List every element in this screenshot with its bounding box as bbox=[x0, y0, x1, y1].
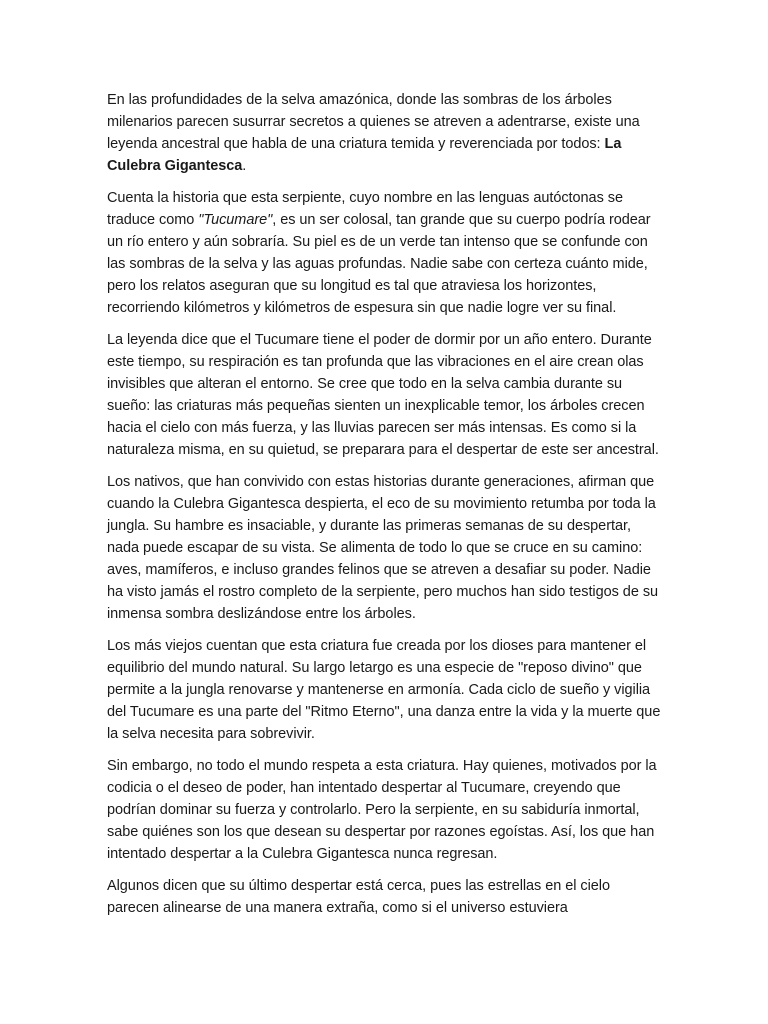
paragraph-2 bbox=[107, 187, 663, 319]
bold-title: La Culebra Gigantesca bbox=[107, 136, 622, 174]
paragraph-1 bbox=[107, 89, 663, 177]
paragraph-7: Algunos dicen que su último despertar está cerca, pues las estrellas en el cielo parecen alinearse de una manera extraña, como si el universo estuviera bbox=[107, 878, 610, 916]
paragraph-text: , es un ser colosal, tan grande que su cuerpo podría rodear un río entero y aún sobraría. Su piel es de un verde tan intenso que se confunde con las sombras de la selva y las aguas profundas. Nadie sabe con certeza cuánto mide, pero los relatos aseguran que su longitud es tal que atraviesa los horizontes, recorriendo kilómetros y kilómetros de espesura sin que nadie logre ver su final. bbox=[107, 212, 651, 316]
paragraph-4: Los nativos, que han convivido con estas historias durante generaciones, afirman que cuando la Culebra Gigantesca despierta, el eco de su movimiento retumba por toda la jungla. Su hambre es insaciable, y durante las primeras semanas de su despertar, nada puede escapar de su vista. Se alimenta de todo lo que se cruce en su camino: aves, mamíferos, e incluso grandes felinos que se atreven a desafiar su poder. Nadie ha visto jamás el rostro completo de la serpiente, pero muchos han sido testigos de su inmensa sombra deslizándose entre los árboles. bbox=[107, 474, 659, 622]
paragraph-6: Sin embargo, no todo el mundo respeta a esta criatura. Hay quienes, motivados por la codicia o el deseo de poder, han intentado despertar al Tucumare, creyendo que podrían dominar su fuerza y controlarlo. Pero la serpiente, en su sabiduría inmortal, sabe quiénes son los que desean su despertar por razones egoístas. Así, los que han intentado despertar a la Culebra Gigantesca nunca regresan. bbox=[107, 758, 657, 862]
paragraph-text: . bbox=[242, 158, 247, 174]
document-body bbox=[107, 89, 663, 929]
paragraph-3: La leyenda dice que el Tucumare tiene el poder de dormir por un año entero. Durante este tiempo, su respiración es tan profunda que las vibraciones en el aire crean olas invisibles que alteran el entorno. Se cree que todo en la selva cambia durante su sueño: las criaturas más pequeñas sienten un inexplicable temor, los árboles crecen hacia el cielo con más fuerza, y las lluvias parecen ser más intensas. Es como si la naturaleza misma, en su quietud, se preparara para el despertar de este ser ancestral. bbox=[107, 332, 659, 458]
paragraph-text: Cuenta la historia que esta serpiente, cuyo nombre en las lenguas autóctonas se traduce como bbox=[107, 190, 623, 228]
paragraph-text: En las profundidades de la selva amazónica, donde las sombras de los árboles milenarios parecen susurrar secretos a quienes se atreven a adentrarse, existe una leyenda ancestral que habla de una criatura temida y reverenciada por todos: bbox=[107, 92, 640, 152]
italic-name: "Tucumare" bbox=[198, 212, 273, 228]
paragraph-5: Los más viejos cuentan que esta criatura fue creada por los dioses para mantener el equilibrio del mundo natural. Su largo letargo es una especie de "reposo divino" que permite a la jungla renovarse y mantenerse en armonía. Cada ciclo de sueño y vigilia del Tucumare es una parte del "Ritmo Eterno", una danza entre la vida y la muerte que la selva necesita para sobrevivir. bbox=[107, 638, 661, 742]
